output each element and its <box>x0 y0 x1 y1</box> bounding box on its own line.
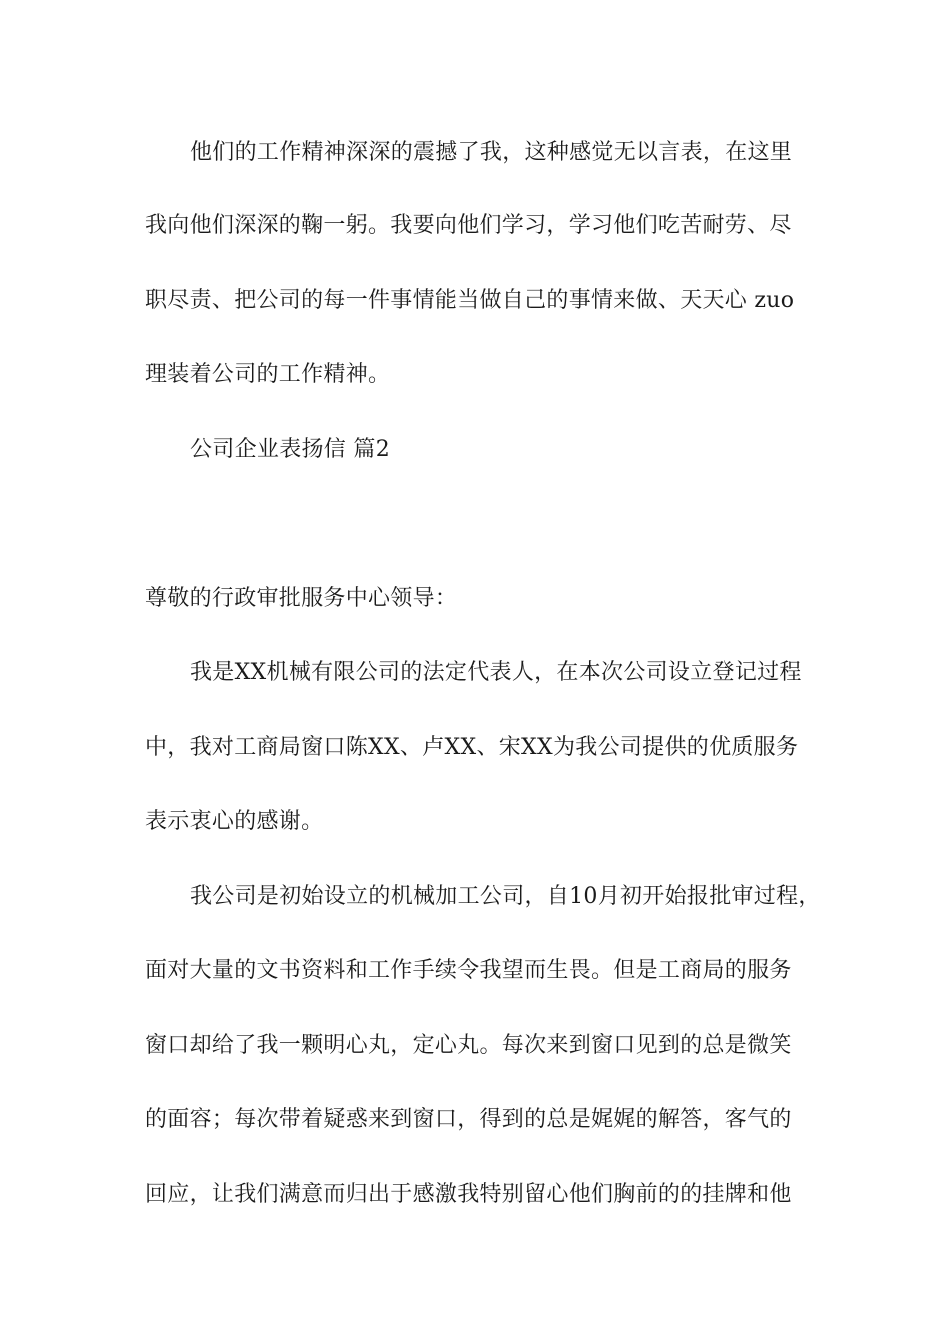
section-heading: 公司企业表扬信 篇2 <box>190 437 390 462</box>
paragraph-1-line-1: 他们的工作精神深深的震撼了我，这种感觉无以言表，在这里 <box>190 140 793 165</box>
paragraph-1-line-2: 我向他们深深的鞠一躬。我要向他们学习，学习他们吃苦耐劳、尽 <box>145 213 792 238</box>
paragraph-2-line-2: 中，我对工商局窗口陈XX、卢XX、宋XX为我公司提供的优质服务 <box>145 735 799 760</box>
paragraph-3-line-5: 回应，让我们满意而归出于感激我特别留心他们胸前的的挂牌和他 <box>145 1182 792 1207</box>
paragraph-3-line-3: 窗口却给了我一颗明心丸，定心丸。每次来到窗口见到的总是微笑 <box>145 1033 792 1058</box>
paragraph-1-line-3: 职尽责、把公司的每一件事情能当做自己的事情来做、天天心 zuo <box>145 288 795 313</box>
paragraph-3-line-1: 我公司是初始设立的机械加工公司，自10月初开始报批审过程， <box>190 884 821 909</box>
paragraph-3-line-4: 的面容；每次带着疑惑来到窗口，得到的总是娓娓的解答，客气的 <box>145 1107 792 1132</box>
paragraph-2-line-1: 我是XX机械有限公司的法定代表人，在本次公司设立登记过程 <box>190 660 802 685</box>
paragraph-2-line-3: 表示衷心的感谢。 <box>145 809 324 834</box>
paragraph-1-line-4: 理装着公司的工作精神。 <box>145 362 391 387</box>
paragraph-3-line-2: 面对大量的文书资料和工作手续令我望而生畏。但是工商局的服务 <box>145 958 792 983</box>
letter-salutation: 尊敬的行政审批服务中心领导： <box>145 586 458 611</box>
